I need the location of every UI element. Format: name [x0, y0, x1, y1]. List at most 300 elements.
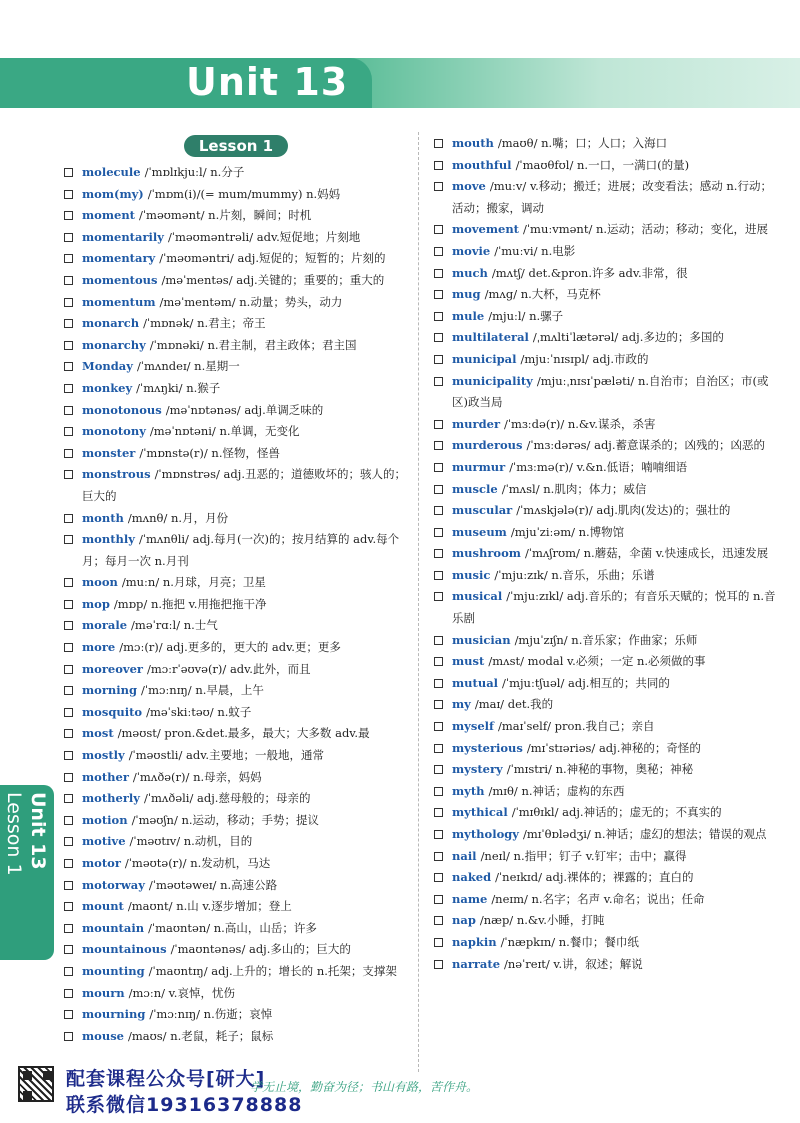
vocab-definition: n.妈妈 — [306, 186, 341, 201]
vocab-entry — [434, 651, 780, 673]
checkbox[interactable] — [64, 621, 73, 630]
vocab-definition: adj.蓄意谋杀的；凶残的；凶恶的 — [594, 438, 766, 453]
checkbox[interactable] — [434, 873, 443, 882]
vocab-definition: n.音乐，乐曲；乐谱 — [551, 567, 655, 582]
vocab-word: musician — [452, 632, 511, 647]
vocab-pronunciation: /ˈmaʊntən/ — [148, 920, 211, 935]
vocab-entry — [64, 205, 410, 227]
vocab-entry — [64, 508, 410, 530]
vocab-pronunciation: /ˈmʌsl/ — [501, 481, 540, 496]
vocab-word: naked — [452, 870, 492, 885]
vocab-entry — [64, 896, 410, 918]
vocab-definition: n.音乐家；作曲家；乐师 — [571, 632, 698, 647]
checkbox[interactable] — [64, 254, 73, 263]
vocab-definition: n.拖把 v.用拖把拖干净 — [150, 596, 267, 611]
checkbox[interactable] — [64, 902, 73, 911]
vocab-entry — [64, 464, 410, 507]
checkbox[interactable] — [64, 686, 73, 695]
checkbox[interactable] — [64, 729, 73, 738]
vocab-entry — [434, 586, 780, 629]
vocab-entry — [64, 313, 410, 335]
vocab-entry — [64, 529, 410, 572]
vocab-definition: modal v.必须；一定 n.必须做的事 — [527, 654, 706, 669]
vocab-entry — [434, 414, 780, 436]
checkbox[interactable] — [64, 211, 73, 220]
vocab-word: monkey — [82, 380, 133, 395]
vocab-pronunciation: /næp/ — [479, 913, 514, 928]
checkbox[interactable] — [434, 636, 443, 645]
vocab-word: monthly — [82, 532, 135, 547]
vocab-entry — [64, 939, 410, 961]
checkbox[interactable] — [64, 470, 73, 479]
checkbox[interactable] — [434, 916, 443, 925]
vocab-pronunciation: /ˈməʊtəweɪ/ — [148, 877, 217, 892]
checkbox[interactable] — [434, 852, 443, 861]
checkbox[interactable] — [64, 924, 73, 933]
checkbox[interactable] — [64, 1010, 73, 1019]
side-tab-unit: Unit 13 — [27, 792, 49, 870]
checkbox[interactable] — [434, 722, 443, 731]
checkbox[interactable] — [64, 514, 73, 523]
checkbox[interactable] — [434, 592, 443, 601]
checkbox[interactable] — [64, 233, 73, 242]
vocab-definition: n.运动，移动；手势；提议 — [181, 812, 320, 827]
vocab-pronunciation: /ˈmjuːzɪkl/ — [506, 589, 564, 604]
vocab-entry — [64, 659, 410, 681]
checkbox[interactable] — [434, 377, 443, 386]
checkbox[interactable] — [64, 708, 73, 717]
vocab-definition: det.&pron.许多 adv.非常，很 — [528, 265, 688, 280]
vocab-pronunciation: /mɔːrˈəʊvə(r)/ — [146, 661, 227, 676]
vocab-definition: n.伤逝；哀悼 — [203, 1007, 273, 1022]
vocab-definition: n.自治市；自治区；市(或区)政当局 — [452, 373, 769, 410]
vocab-word: mounting — [82, 963, 145, 978]
vocab-word: myth — [452, 783, 485, 798]
checkbox[interactable] — [434, 420, 443, 429]
vocab-word: narrate — [452, 956, 501, 971]
vocab-entry — [64, 1004, 410, 1026]
checkbox[interactable] — [64, 384, 73, 393]
checkbox[interactable] — [64, 319, 73, 328]
vocab-pronunciation: /ˈmʌndeɪ/ — [136, 359, 191, 374]
vocab-definition: n.餐巾；餐巾纸 — [558, 934, 639, 949]
vocab-pronunciation: /məˈrɑːl/ — [131, 618, 181, 633]
vocab-definition: n.片刻，瞬间；时机 — [208, 208, 312, 223]
vocab-definition: v.哀悼，忧伤 — [168, 985, 235, 1000]
vocab-pronunciation: /ˈmɔːnɪŋ/ — [149, 1007, 201, 1022]
checkbox[interactable] — [64, 967, 73, 976]
vocab-word: mouse — [82, 1028, 124, 1043]
vocab-definition: adj.相互的；共同的 — [567, 675, 670, 690]
vocab-entry — [434, 846, 780, 868]
vocab-word: monarchy — [82, 337, 146, 352]
checkbox[interactable] — [434, 657, 443, 666]
vocab-word: motherly — [82, 791, 140, 806]
vocab-pronunciation: /ˈnæpkɪn/ — [500, 934, 556, 949]
vocab-definition: n.动量；势头，动力 — [239, 294, 343, 309]
vocab-word: monster — [82, 445, 136, 460]
vocab-word: move — [452, 179, 486, 194]
vocab-pronunciation: /mjuːl/ — [488, 308, 526, 323]
vocab-entry — [434, 716, 780, 738]
vocab-definition: adj.市政的 — [592, 351, 649, 366]
vocab-word: my — [452, 697, 471, 712]
vocab-definition: adj.短促的；短暂的；片刻的 — [237, 251, 386, 266]
vocab-word: music — [452, 567, 491, 582]
vocab-definition: adj.每月(一次)的；按月结算的 adv.每个月；每月一次 n.月刊 — [82, 532, 400, 568]
vocab-entry — [434, 954, 780, 976]
checkbox[interactable] — [64, 665, 73, 674]
vocab-word: muscle — [452, 481, 498, 496]
vocab-entry — [434, 457, 780, 479]
vocab-entry — [434, 133, 780, 155]
vocab-word: morning — [82, 683, 138, 698]
vocab-pronunciation: /neɪm/ — [491, 891, 528, 906]
vocab-entry — [64, 400, 410, 422]
vocab-pronunciation: /ˈmɪθɪkl/ — [511, 805, 559, 820]
vocab-pronunciation: /mɪˈθɒlədʒi/ — [522, 827, 591, 841]
vocab-entry — [434, 867, 780, 889]
vocab-definition: n.星期一 — [194, 359, 240, 374]
checkbox[interactable] — [434, 808, 443, 817]
vocab-word: murderous — [452, 438, 523, 453]
vocab-definition: n.指甲；钉子 v.钉牢；击中；赢得 — [513, 848, 687, 863]
right-word-list — [434, 133, 780, 975]
checkbox[interactable] — [64, 362, 73, 371]
checkbox[interactable] — [64, 168, 73, 177]
vocab-word: mythology — [452, 827, 519, 841]
checkbox[interactable] — [434, 506, 443, 515]
vocab-pronunciation: /maɪ/ — [474, 697, 505, 712]
vocab-pronunciation: /məˈmentəs/ — [161, 272, 233, 287]
vocab-pronunciation: /ˈmɜːdərəs/ — [526, 438, 591, 453]
checkbox[interactable] — [434, 765, 443, 774]
checkbox[interactable] — [434, 247, 443, 256]
vocab-entry — [64, 853, 410, 875]
unit-title: Unit 13 — [186, 60, 349, 104]
vocab-entry — [64, 767, 410, 789]
vocab-entry — [434, 738, 780, 760]
vocab-entry — [434, 889, 780, 911]
vocab-pronunciation: /ˈmɔːnɪŋ/ — [141, 683, 192, 698]
checkbox[interactable] — [434, 225, 443, 234]
checkbox[interactable] — [434, 787, 443, 796]
vocab-entry — [434, 543, 780, 565]
vocab-word: mystery — [452, 762, 503, 777]
checkbox[interactable] — [64, 427, 73, 436]
vocab-entry — [434, 371, 780, 414]
checkbox[interactable] — [434, 485, 443, 494]
vocab-entry — [434, 155, 780, 177]
vocab-pronunciation: /mɪˈstɪəriəs/ — [526, 740, 596, 755]
checkbox[interactable] — [434, 139, 443, 148]
vocab-entry — [64, 702, 410, 724]
vocab-entry — [434, 349, 780, 371]
vocab-pronunciation: /ˈmɒlɪkjuːl/ — [144, 165, 207, 179]
checkbox[interactable] — [64, 449, 73, 458]
vocab-definition: n.怪物，怪兽 — [211, 445, 280, 460]
vocab-pronunciation: /ˈmuːvi/ — [494, 243, 538, 258]
vocab-definition: n.蚊子 — [217, 704, 252, 719]
vocab-word: much — [452, 265, 488, 280]
vocab-entry — [64, 875, 410, 897]
vocab-word: mother — [82, 769, 129, 784]
vocab-pronunciation: /ˈməʊmənt/ — [139, 208, 205, 223]
vocab-word: moment — [82, 208, 135, 223]
vocab-definition: pron.我自己；亲自 — [554, 719, 655, 734]
vocab-pronunciation: /mjuˈziːəm/ — [510, 524, 575, 539]
vocab-entry — [434, 176, 780, 219]
vocab-word: molecule — [82, 165, 141, 179]
checkbox[interactable] — [434, 938, 443, 947]
vocab-definition: adj.关键的；重要的；重大的 — [236, 272, 385, 287]
vocab-pronunciation: /ˈməʊməntri/ — [159, 251, 234, 266]
vocab-word: mostly — [82, 748, 125, 763]
vocab-definition: n.发动机，马达 — [190, 856, 271, 870]
vocab-definition: n.&v.谋杀，杀害 — [567, 416, 656, 431]
vocab-entry — [64, 723, 410, 745]
vocab-word: mountain — [82, 920, 145, 935]
checkbox[interactable] — [434, 744, 443, 753]
vocab-pronunciation: /mɔː(r)/ — [119, 640, 163, 655]
vocab-definition: adj.慈母般的；母亲的 — [197, 791, 311, 806]
checkbox[interactable] — [64, 190, 73, 199]
left-word-list — [64, 162, 410, 1047]
vocab-definition: n.月，月份 — [171, 510, 229, 525]
side-tab-lesson: Lesson 1 — [3, 792, 25, 876]
vocab-entry — [64, 292, 410, 314]
vocab-definition: n.君主制，君主政体；君主国 — [207, 337, 357, 352]
vocab-entry — [64, 335, 410, 357]
vocab-definition: adj.音乐的；有音乐天赋的；悦耳的 n.音乐剧 — [452, 589, 776, 626]
vocab-word: most — [82, 726, 114, 741]
checkbox[interactable] — [64, 1032, 73, 1041]
vocab-word: momentum — [82, 294, 156, 309]
vocab-definition: n.运动；活动；移动；变化，进展 — [596, 222, 769, 237]
vocab-word: municipal — [452, 351, 517, 366]
vocab-entry — [64, 831, 410, 853]
vocab-definition: adj.多边的；多国的 — [621, 330, 724, 345]
vocab-definition: n.猴子 — [186, 380, 221, 395]
vocab-pronunciation: /ˈmɪstri/ — [506, 762, 552, 777]
vocab-definition: adv.短促地；片刻地 — [256, 229, 361, 244]
checkbox[interactable] — [64, 816, 73, 825]
vocab-entry — [64, 745, 410, 767]
vocab-word: mug — [452, 287, 481, 302]
vocab-word: murmur — [452, 459, 506, 474]
vocab-word: monotonous — [82, 402, 162, 417]
checkbox[interactable] — [434, 269, 443, 278]
vocab-definition: pron.&det.最多，最大；大多数 adv.最 — [164, 726, 370, 741]
vocab-pronunciation: /ˈmɒm(i)/(= mum/mummy) — [147, 186, 303, 201]
vocab-definition: n.博物馆 — [578, 524, 625, 539]
vocab-entry — [434, 263, 780, 285]
vocab-word: mushroom — [452, 546, 521, 561]
checkbox[interactable] — [434, 441, 443, 450]
vocab-pronunciation: /ˈməʊməntrəli/ — [167, 229, 254, 244]
vocab-pronunciation: /mjuːˈnɪsɪpl/ — [520, 351, 589, 366]
checkbox[interactable] — [434, 549, 443, 558]
vocab-pronunciation: /mʌnθ/ — [127, 510, 168, 525]
vocab-pronunciation: /ˈməʊstli/ — [128, 748, 183, 763]
vocab-definition: n.士气 — [183, 618, 218, 633]
checkbox[interactable] — [434, 895, 443, 904]
checkbox[interactable] — [434, 312, 443, 321]
vocab-word: mysterious — [452, 740, 523, 755]
vocab-pronunciation: /ˈmʌʃrʊm/ — [524, 546, 580, 561]
vocab-entry — [434, 306, 780, 328]
checkbox[interactable] — [64, 837, 73, 846]
vocab-word: mouthful — [452, 157, 512, 172]
vocab-entry — [434, 694, 780, 716]
checkbox[interactable] — [434, 290, 443, 299]
vocab-pronunciation: /ˈməʊʃn/ — [131, 812, 178, 827]
vocab-entry — [434, 673, 780, 695]
vocab-pronunciation: /ˈmjuːtʃuəl/ — [502, 675, 565, 690]
vocab-definition: v.讲，叙述；解说 — [553, 956, 643, 971]
checkbox[interactable] — [434, 830, 443, 839]
vocab-pronunciation: /ˈmʌnθli/ — [138, 532, 189, 547]
vocab-pronunciation: /ˈmʌðəli/ — [143, 791, 194, 806]
vocab-definition: adj.肌肉(发达)的；强壮的 — [596, 503, 731, 518]
vocab-pronunciation: /məˈskiːtəʊ/ — [146, 704, 214, 719]
vocab-pronunciation: /ˈmʌŋki/ — [136, 380, 183, 395]
vocab-entry — [64, 810, 410, 832]
vocab-word: multilateral — [452, 330, 529, 345]
vocab-word: momentarily — [82, 229, 164, 244]
checkbox[interactable] — [64, 600, 73, 609]
vocab-definition: n.母亲，妈妈 — [193, 769, 262, 784]
vocab-definition: n.动机，目的 — [183, 834, 253, 849]
checkbox[interactable] — [64, 773, 73, 782]
vocab-word: musical — [452, 589, 503, 604]
vocab-pronunciation: /ˈmɒnəki/ — [149, 337, 204, 352]
vocab-definition: n.单调，无变化 — [219, 424, 300, 439]
watermark-line-2: 联系微信19316378888 — [66, 1094, 303, 1116]
checkbox[interactable] — [64, 751, 73, 760]
vocab-entry — [64, 615, 410, 637]
vocab-word: museum — [452, 524, 507, 539]
vocab-pronunciation: /ˈmjuːzɪk/ — [494, 567, 548, 582]
vocab-entry — [64, 594, 410, 616]
vocab-entry — [64, 162, 410, 184]
vocab-pronunciation: /mʌst/ — [488, 654, 525, 669]
vocab-definition: adj.丑恶的；道德败坏的；骇人的；巨大的 — [82, 467, 406, 503]
vocab-entry — [64, 918, 410, 940]
footer-motto: 学无止境，勤奋为径；书山有路，苦作舟。 — [250, 1080, 479, 1094]
vocab-entry — [434, 565, 780, 587]
vocab-word: more — [82, 640, 116, 655]
vocab-pronunciation: /ˈmuːvmənt/ — [523, 222, 593, 237]
vocab-word: movement — [452, 222, 519, 237]
checkbox[interactable] — [64, 989, 73, 998]
vocab-pronunciation: /maʊθ/ — [497, 136, 538, 150]
checkbox[interactable] — [64, 859, 73, 868]
vocab-definition: n.骡子 — [529, 308, 564, 323]
qr-code-icon — [18, 1066, 54, 1102]
vocab-entry — [434, 327, 780, 349]
vocab-entry — [434, 802, 780, 824]
vocab-entry — [64, 378, 410, 400]
vocab-word: morale — [82, 618, 128, 633]
checkbox[interactable] — [434, 960, 443, 969]
vocab-word: mom(my) — [82, 186, 144, 201]
checkbox[interactable] — [64, 643, 73, 652]
checkbox[interactable] — [434, 161, 443, 170]
checkbox[interactable] — [64, 578, 73, 587]
vocab-word: mountainous — [82, 942, 167, 957]
checkbox[interactable] — [64, 794, 73, 803]
vocab-word: motorway — [82, 877, 145, 892]
vocab-entry — [434, 932, 780, 954]
vocab-entry — [434, 241, 780, 263]
vocab-word: monstrous — [82, 467, 151, 482]
vocab-entry — [64, 983, 410, 1005]
vocab-word: mule — [452, 308, 485, 323]
column-divider — [418, 132, 419, 1072]
checkbox[interactable] — [64, 535, 73, 544]
vocab-pronunciation: /məˈmentəm/ — [159, 294, 236, 309]
checkbox[interactable] — [64, 276, 73, 285]
vocab-entry — [64, 356, 410, 378]
vocab-definition: n.高速公路 — [220, 877, 278, 892]
vocab-pronunciation: /mʌg/ — [484, 287, 518, 302]
watermark-line-1: 配套课程公众号[研大] — [66, 1068, 266, 1090]
checkbox[interactable] — [434, 528, 443, 537]
vocab-pronunciation: /ˈmɒnstə(r)/ — [139, 445, 208, 460]
vocab-word: mouth — [452, 136, 494, 150]
vocab-pronunciation: /mɪθ/ — [488, 783, 518, 798]
checkbox[interactable] — [434, 182, 443, 191]
vocab-definition: adj.多山的；巨大的 — [248, 942, 351, 957]
vocab-definition: n.山 v.逐步增加；登上 — [176, 899, 292, 914]
vocab-definition: adj.上升的；增长的 n.托架；支撑架 — [211, 963, 397, 978]
vocab-entry — [434, 824, 780, 846]
checkbox[interactable] — [64, 341, 73, 350]
checkbox[interactable] — [434, 571, 443, 580]
vocab-definition: v.移动；搬迁；进展；改变看法；感动 n.行动；活动；搬家，调动 — [452, 179, 772, 215]
vocab-pronunciation: /ˈmaʊθfʊl/ — [515, 157, 574, 172]
checkbox[interactable] — [434, 700, 443, 709]
checkbox[interactable] — [64, 298, 73, 307]
checkbox[interactable] — [64, 945, 73, 954]
vocab-definition: n.君主；帝王 — [197, 316, 266, 331]
vocab-definition: n.月球，月亮；卫星 — [162, 575, 266, 590]
vocab-pronunciation: /mʌtʃ/ — [491, 265, 525, 280]
vocab-pronunciation: /nəˈreɪt/ — [504, 956, 550, 971]
vocab-word: mourn — [82, 985, 125, 1000]
vocab-definition: adj.裸体的；裸露的；直白的 — [545, 870, 694, 885]
vocab-entry — [64, 1026, 410, 1048]
vocab-pronunciation: /muːv/ — [489, 179, 527, 194]
checkbox[interactable] — [434, 333, 443, 342]
checkbox[interactable] — [64, 406, 73, 415]
vocab-word: monarch — [82, 316, 140, 331]
vocab-pronunciation: /ˈməʊtə(r)/ — [124, 856, 187, 870]
vocab-pronunciation: /ˈmɒnstrəs/ — [154, 467, 220, 482]
vocab-word: nail — [452, 848, 477, 863]
vocab-pronunciation: /ˈmʌðə(r)/ — [132, 769, 190, 784]
checkbox[interactable] — [434, 355, 443, 364]
checkbox[interactable] — [434, 463, 443, 472]
vocab-definition: n.早晨，上午 — [195, 683, 264, 698]
vocab-word: momentous — [82, 272, 158, 287]
vocab-definition: n.肌肉；体力；威信 — [543, 481, 647, 496]
checkbox[interactable] — [64, 881, 73, 890]
vocab-word: monotony — [82, 424, 146, 439]
vocab-pronunciation: /ˈmɜːdə(r)/ — [504, 416, 565, 431]
checkbox[interactable] — [434, 679, 443, 688]
